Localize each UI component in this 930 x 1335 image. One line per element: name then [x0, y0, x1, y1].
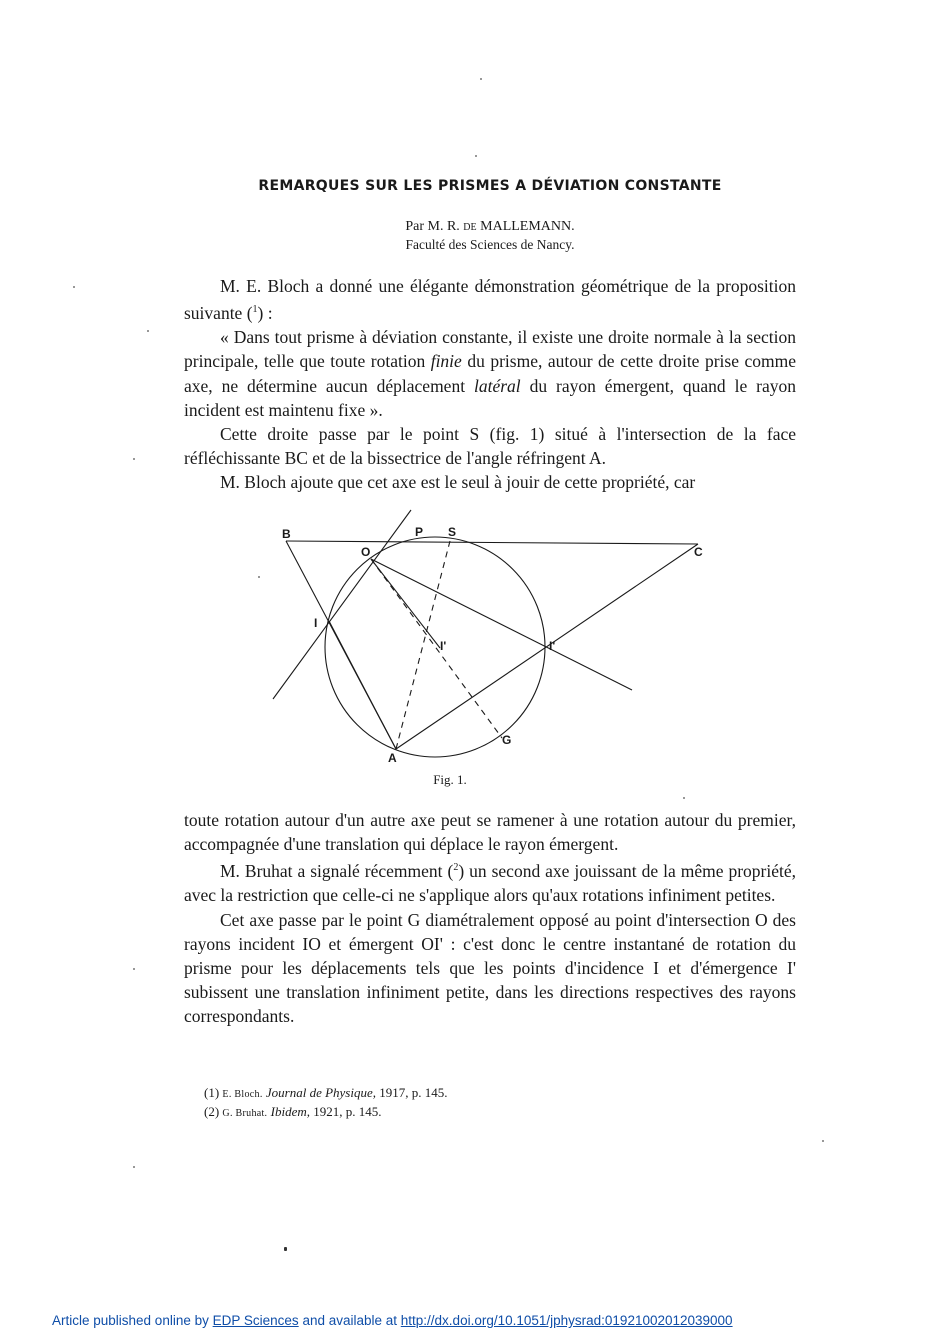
- paragraph-4: M. Bloch ajoute que cet axe est le seul à jouir de cette propriété, car: [220, 472, 696, 493]
- paragraph-6: M. Bruhat a signalé récemment ($^2$) un second axe jouissant de la même propriété, avec la restriction que celle-ci ne s'applique alors qu'aux rotations infiniment petites.: [184, 861, 796, 906]
- body-text-bottom: [184, 808, 796, 1029]
- label-i-prime-small: I': [440, 639, 447, 653]
- figure-caption: Fig. 1.: [433, 772, 467, 787]
- publication-footer: [52, 1313, 733, 1328]
- scan-speck: [822, 1140, 824, 1142]
- paragraph-5: toute rotation autour d'un autre axe peut se ramener à une rotation autour du premier, accompagnée d'une translation qui déplace le rayon émergent.: [184, 810, 796, 855]
- paragraph-3: Cette droite passe par le point S (fig. 1) situé à l'intersection de la face réfléchissante BC et de la bissectrice de l'angle réfringent A.: [184, 424, 796, 469]
- label-p: P: [415, 525, 424, 539]
- diameter-og: [371, 559, 502, 738]
- footnote-2: (2) G. Bruhat. Ibidem, 1921, p. 145.: [204, 1104, 382, 1119]
- article-title: REMARQUES SUR LES PRISMES A DÉVIATION CONSTANTE: [258, 178, 722, 194]
- label-b: B: [282, 527, 291, 541]
- author-particle: DE: [463, 222, 477, 233]
- paragraph-7: Cet axe passe par le point G diamétralement opposé au point d'intersection O des rayons incident IO et émergent OI' : c'est donc le centre instantané de rotation du prisme pour les déplacements tels que les points d'incidence I et d'émergence I' subissent une translation infiniment petite, dans les directions respectives des rayons correspondants.: [184, 909, 796, 1027]
- label-s: S: [448, 525, 457, 539]
- incident-ray: [273, 510, 411, 699]
- label-i: I: [314, 616, 318, 630]
- footer-middle: and available at: [302, 1313, 398, 1328]
- author-affiliation: Faculté des Sciences de Nancy.: [405, 237, 575, 252]
- footnote-ref-2[interactable]: 2: [453, 862, 459, 874]
- label-c: C: [694, 545, 703, 559]
- label-i-prime: I': [549, 639, 556, 653]
- edp-sciences-link[interactable]: EDP Sciences: [212, 1313, 299, 1328]
- author-name: MALLEMANN.: [480, 219, 575, 234]
- footer-prefix: Article published online by: [52, 1313, 209, 1328]
- label-o: O: [361, 545, 371, 559]
- side-bc: [286, 541, 698, 544]
- scan-speck: [133, 1166, 135, 1168]
- label-g: G: [502, 733, 512, 747]
- paragraph-2-quote: « Dans tout prisme à déviation constante, il existe une droite normale à la section principale, telle que toute rotation finie du prisme, autour de cette droite prise comme axe, ne détermine aucun déplacement latéral du rayon émergent, quand le rayon incident est maintenu fixe ».: [184, 327, 796, 420]
- emergent-ray: [371, 559, 632, 690]
- scan-speck: [133, 968, 135, 970]
- footnotes: [204, 1084, 448, 1122]
- doi-link[interactable]: http://dx.doi.org/10.1051/jphysrad:01921002012039000: [400, 1313, 733, 1328]
- author-prefix: Par M. R.: [405, 219, 460, 234]
- label-a: A: [388, 751, 397, 765]
- scan-speck: [284, 1247, 287, 1251]
- paragraph-1: M. E. Bloch a donné une élégante démonstration géométrique de la proposition suivante ($^1$) :: [184, 276, 796, 324]
- footnote-1: (1) E. Bloch. Journal de Physique, 1917, p. 145.: [204, 1085, 448, 1100]
- footnote-ref-1[interactable]: 1: [252, 304, 258, 316]
- circle: [325, 537, 545, 757]
